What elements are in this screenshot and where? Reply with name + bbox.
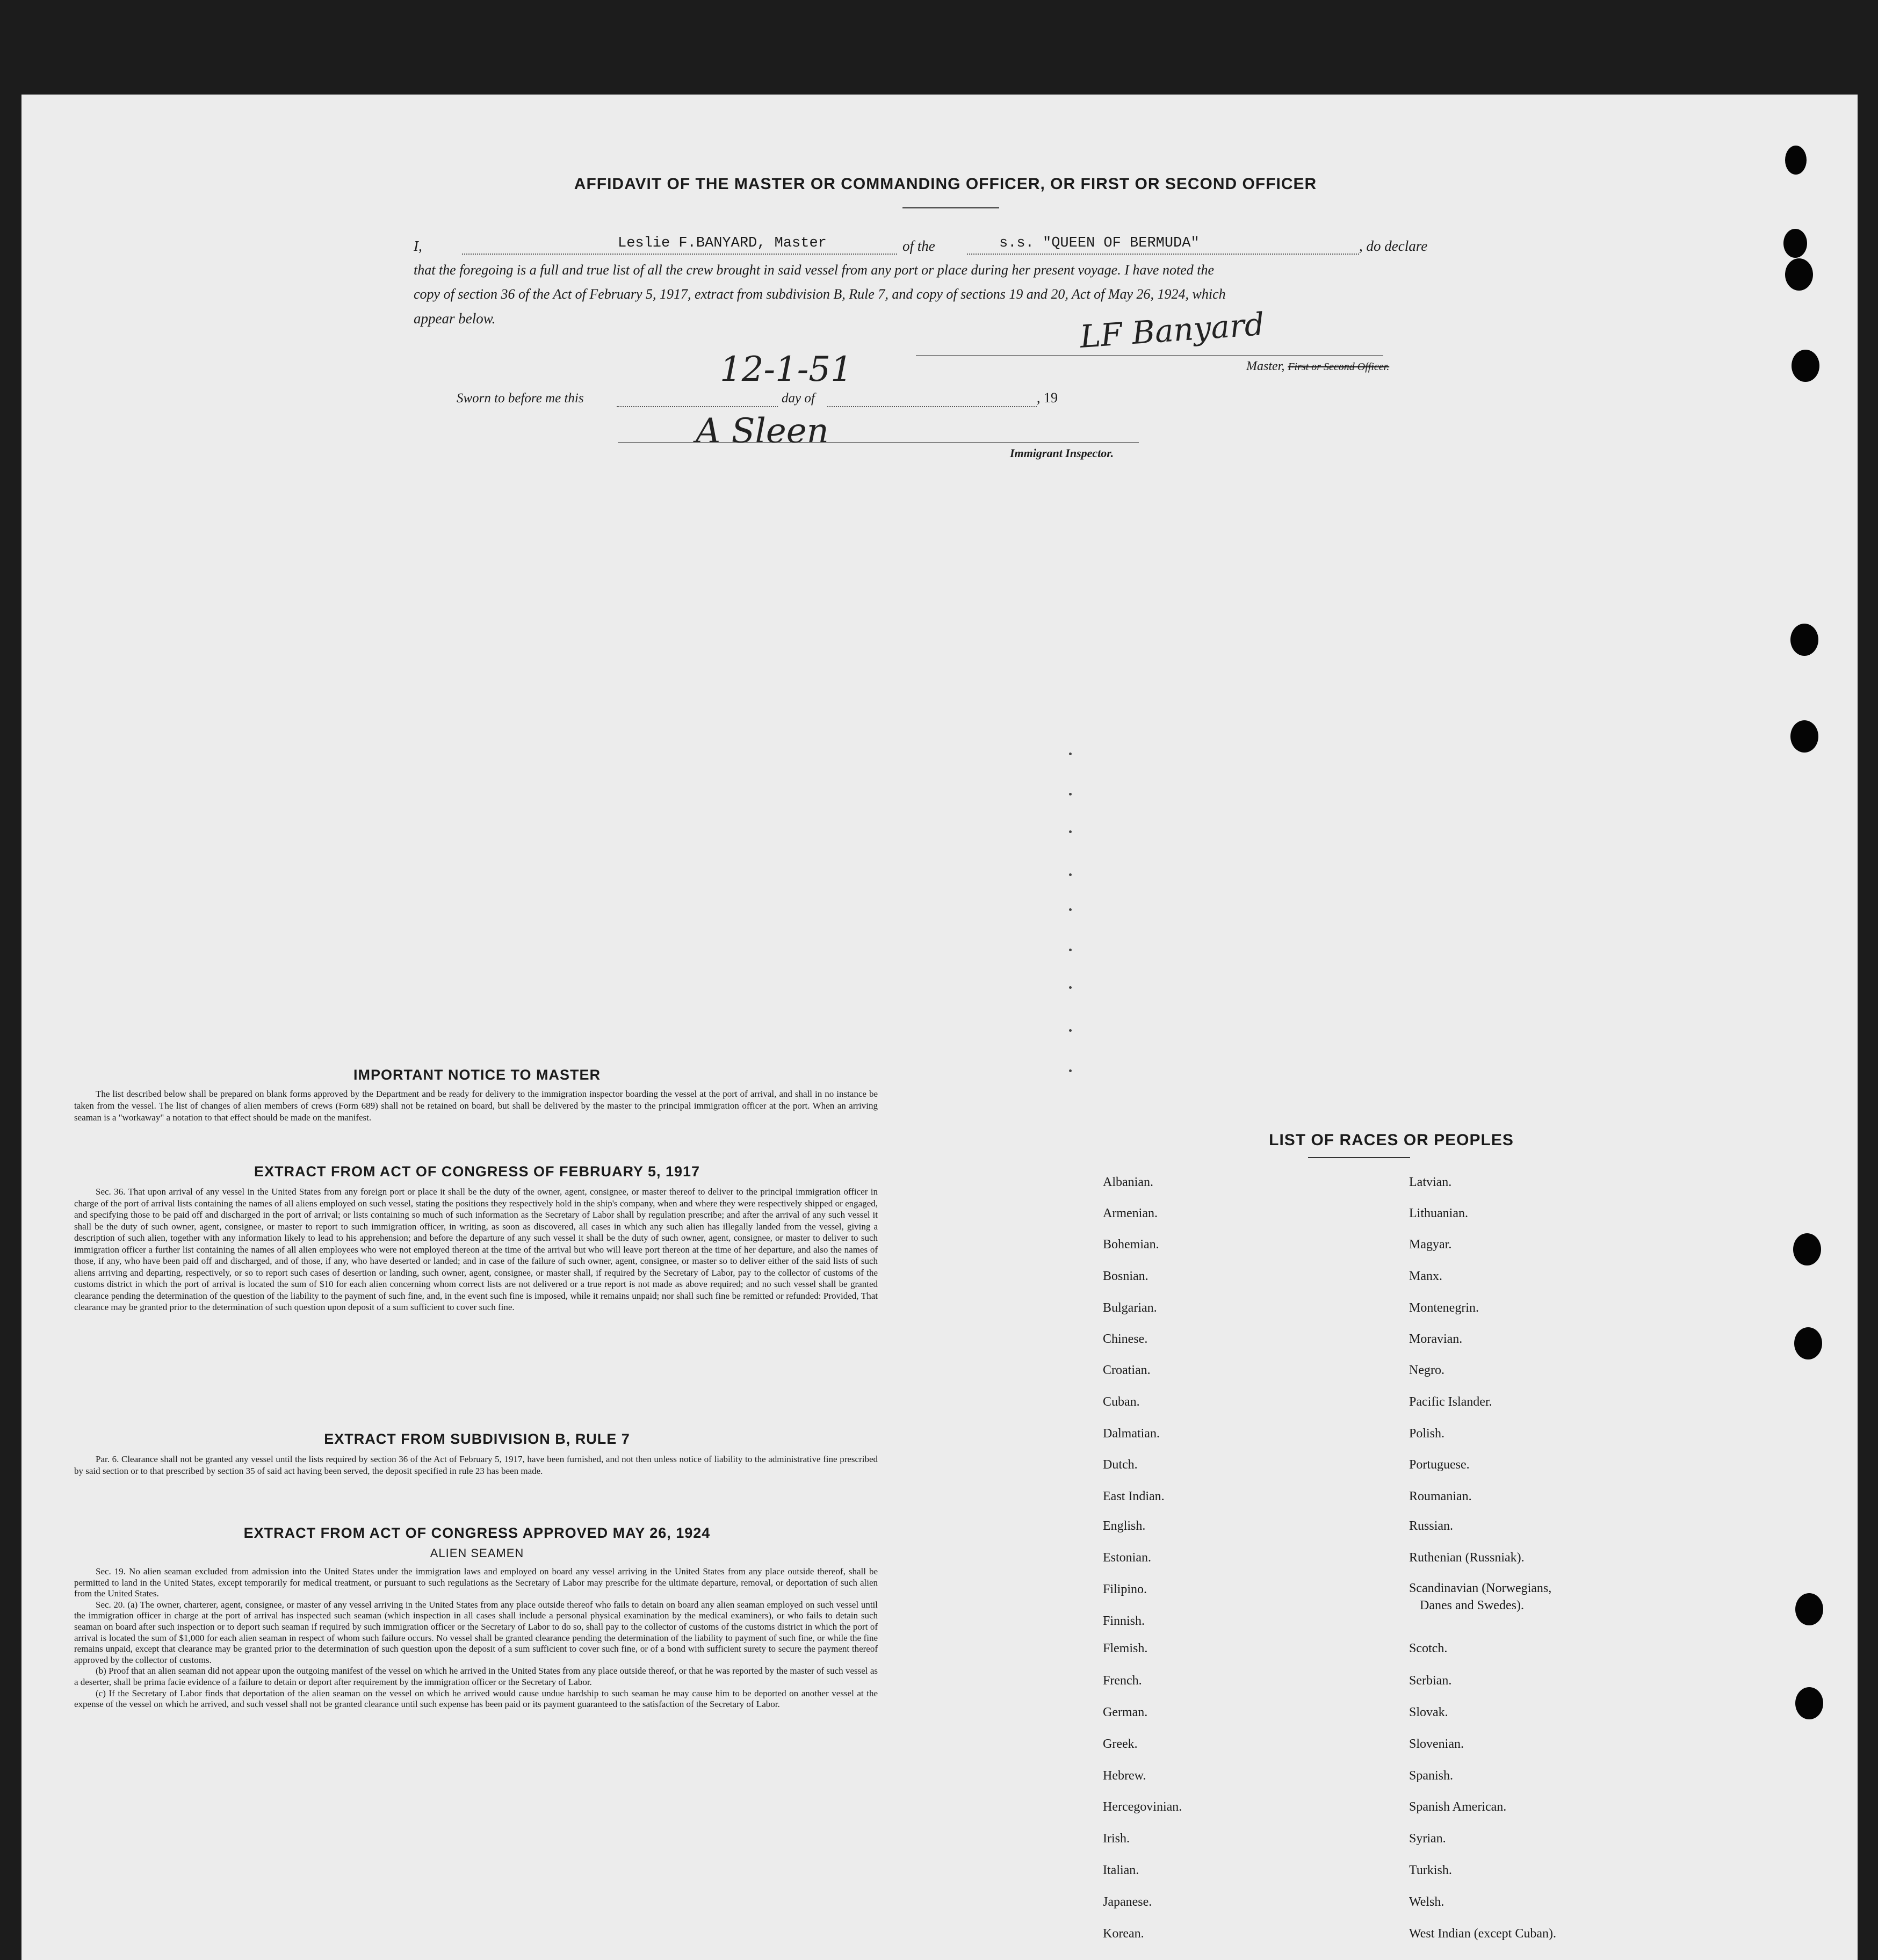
race-item: Italian. [1103,1863,1139,1877]
race-item: Negro. [1409,1363,1444,1377]
rule-7-text [74,1453,878,1477]
race-item: Roumanian. [1409,1489,1472,1503]
master-caption-struck: First or Second Officer. [1288,361,1390,373]
month-line [827,406,1037,407]
rule-7-paragraph: Par. 6. Clearance shall not be granted any vessel until the lists required by section 36 of the Act of February 5, 1917, have been furnished, and not then unless notice of liability to the administrative fine prescribed by said section or to that prescribed by section 35 of said act having been served, the deposit specified in rule 23 has been made. [74,1454,878,1476]
race-item: Greek. [1103,1737,1138,1751]
declaration-prefix: I, [414,238,422,254]
punch-hole [1783,229,1807,258]
race-item: Bohemian. [1103,1238,1159,1252]
vessel-name: s.s. "QUEEN OF BERMUDA" [999,235,1200,251]
races-title: LIST OF RACES OR PEOPLES [1269,1131,1514,1149]
punch-hole [1790,720,1818,753]
day-of-label: day of [782,391,815,406]
race-item: Finnish. [1103,1614,1145,1628]
race-item: English. [1103,1519,1146,1533]
race-item: Hebrew. [1103,1769,1146,1783]
ink-dot [1069,793,1072,795]
ink-dot [1069,908,1072,911]
section-19-paragraph: Sec. 19. No alien seaman excluded from admission into the United States under the immigration laws and employed on board any vessel arriving in the United States from any place outside thereof, shall be permitted to land in the United States, except temporarily for medical treatment, or pursuant to such regulations as the Secretary of Labor may prescribe for the ultimate departure, removal, or deportation of such alien from the United States. [74,1566,878,1599]
act-1924-subtitle: ALIEN SEAMEN [430,1546,524,1560]
race-item: Magyar. [1409,1238,1452,1252]
punch-hole [1785,258,1813,291]
affidavit-title: AFFIDAVIT OF THE MASTER OR COMMANDING OFFICER, OR FIRST OR SECOND OFFICER [574,175,1317,193]
races-title-divider [1308,1157,1410,1158]
race-item: Japanese. [1103,1895,1152,1909]
race-item: French. [1103,1674,1142,1688]
race-item: Slovak. [1409,1705,1448,1719]
ink-dot [1069,986,1072,989]
race-item: Estonian. [1103,1551,1151,1565]
sworn-date: 12-1-51 [720,350,853,389]
punch-hole [1795,1593,1823,1625]
punch-hole [1792,350,1819,382]
of-the-label: of the [902,238,935,254]
sworn-label: Sworn to before me this [457,391,584,406]
ink-dot [1069,753,1072,755]
act-1924-text [74,1566,878,1710]
race-item: Spanish. [1409,1769,1454,1783]
race-item: Danes and Swedes). [1420,1599,1524,1612]
master-signature-line [916,355,1383,356]
punch-hole [1790,624,1818,656]
race-item: Chinese. [1103,1332,1148,1346]
race-item: Scandinavian (Norwegians, [1409,1581,1552,1595]
ink-dot [1069,1069,1072,1072]
declaration-line-3: copy of section 36 of the Act of February 5, 1917, extract from subdivision B, Rule 7, and copy of sections 19 and 20, Act of May 26, 1924, which [414,286,1226,302]
race-item: Korean. [1103,1927,1144,1941]
punch-hole [1785,146,1807,175]
ink-dot [1069,949,1072,951]
race-item: Lithuanian. [1409,1206,1468,1220]
race-item: Scotch. [1409,1641,1448,1655]
ink-dot [1069,873,1072,876]
race-item: Filipino. [1103,1582,1147,1596]
notice-text [74,1088,878,1124]
section-20b-paragraph: (b) Proof that an alien seaman did not appear upon the outgoing manifest of the vessel on which he arrived in the United States from any place outside thereof, or that he was reported by the master of such vessel as a deserter, shall be prima facie evidence of a failure to detain or deport after requirement by the immigration officer or the Secretary of Labor. [74,1666,878,1687]
race-item: Dutch. [1103,1458,1138,1472]
race-item: Moravian. [1409,1332,1463,1346]
act-1917-text [74,1186,878,1313]
race-item: Syrian. [1409,1832,1446,1846]
sworn-day-line [617,406,778,407]
race-item: West Indian (except Cuban). [1409,1927,1556,1941]
race-item: Armenian. [1103,1206,1158,1220]
race-item: Turkish. [1409,1863,1452,1877]
race-item: Ruthenian (Russniak). [1409,1551,1525,1565]
master-caption [1246,359,1389,374]
document-page [21,95,1858,1960]
race-item: Spanish American. [1409,1800,1507,1814]
race-item: Bosnian. [1103,1269,1149,1283]
master-caption-prefix: Master, [1246,359,1285,373]
race-item: Serbian. [1409,1674,1452,1688]
declaration-line-4: appear below. [414,310,496,327]
inspector-caption: Immigrant Inspector. [1010,446,1114,460]
act-1917-title: EXTRACT FROM ACT OF CONGRESS OF FEBRUARY 5, 1917 [254,1163,700,1180]
race-item: Portuguese. [1409,1458,1470,1472]
race-item: Pacific Islander. [1409,1395,1492,1409]
race-item: Cuban. [1103,1395,1140,1409]
race-item: Flemish. [1103,1641,1148,1655]
race-item: Dalmatian. [1103,1427,1160,1441]
race-item: Latvian. [1409,1175,1452,1189]
section-20a-paragraph: Sec. 20. (a) The owner, charterer, agent, consignee, or master of any vessel arriving in the United States from any place outside thereof who fails to detain on board any alien seaman employed on such vessel until the immigration officer in charge at the port of arrival has inspected such seaman (which inspection in all cases shall include a personal physical examination by the medical examiners), or who fails to detain such seaman on board after such inspection or to deport such seaman if required by such immigration officer or the Secretary of Labor to do so, shall pay to the collector of customs of the customs district in which the port of arrival is located the sum of $1,000 for each alien seaman in respect of whom such failure occurs. No vessel shall be granted clearance pending the determination of the liability to payment of such fine, or while the fine remains unpaid, except that clearance may be granted prior to the determination of such question upon the deposit of a sum sufficient to cover such fine, or of a bond with sufficient surety to secure the payment thereof approved by the collector of customs. [74,1599,878,1665]
race-item: Hercegovinian. [1103,1800,1182,1814]
inspector-signature: A Sleen [696,411,829,451]
ink-dot [1069,1029,1072,1032]
race-item: Irish. [1103,1832,1130,1846]
ink-dot [1069,830,1072,833]
inspector-signature-line [618,442,1139,443]
punch-hole [1793,1233,1821,1265]
act-1917-paragraph: Sec. 36. That upon arrival of any vessel in the United States from any foreign port or place it shall be the duty of the owner, agent, consignee, or master thereof to deliver to the principal immigration officer in charge of the port of arrival lists containing the names of all aliens employed on such vessel, stating the positions they respectively hold in the ship's company, when and where they were respectively shipped or engaged, and specifying those to be paid off and discharged in the port of arrival; or lists containing so much of such information as the Secretary of Labor shall by regulation prescribe; and after the arrival of any such vessel it shall be the duty of such owner, agent, consignee, or master to report to such immigration officer, in writing, as soon as discovered, all cases in which any such alien has illegally landed from the vessel, giving a description of such alien, together with any information likely to lead to his apprehension; and before the departure of any such vessel it shall be the duty of such owner, agent, consignee, or master to deliver to such immigration officer a further list containing the names of all alien employees who were not employed thereon at the time of the arrival but who will leave port thereon at the time of her departure, and also the names of those, if any, who have been paid off and discharged, and of those, if any, who have deserted or landed; and in case of the failure of such owner, agent, consignee, or master so to deliver either of the said lists of such aliens arriving and departing, respectively, or so to report such cases of desertion or landing, such owner, agent, consignee, or master shall, if required by the Secretary of Labor, pay to the collector of customs of the customs district in which the port of arrival is located the sum of $10 for each alien concerning whom correct lists are not delivered or a true report is not made as above required; and no such vessel shall be granted clearance pending the determination of the question of the liability to the payment of such fine, and, in the event such fine is imposed, while it remains unpaid; nor shall such fine be remitted or refunded: Provided, That clearance may be granted prior to the determination of such question upon deposit of a sum sufficient to cover such fine. [74,1187,878,1312]
section-20c-paragraph: (c) If the Secretary of Labor finds that deportation of the alien seaman on the vessel on which he arrived would cause undue hardship to such seaman he may cause him to be deported on another vessel at the expense of the vessel on which he arrived, and such vessel shall not be granted clearance until such expense has been paid or its payment guaranteed to the satisfaction of the Secretary of Labor. [74,1688,878,1710]
do-declare-label: , do declare [1359,238,1428,254]
race-item: Manx. [1409,1269,1442,1283]
race-item: Slovenian. [1409,1737,1464,1751]
race-item: Montenegrin. [1409,1301,1479,1315]
race-item: Welsh. [1409,1895,1444,1909]
race-item: German. [1103,1705,1148,1719]
title-divider [902,207,999,208]
race-item: Polish. [1409,1427,1445,1441]
act-1924-title: EXTRACT FROM ACT OF CONGRESS APPROVED MAY 26, 1924 [243,1525,711,1541]
race-item: Croatian. [1103,1363,1151,1377]
master-signature: LF Banyard [1079,306,1266,355]
race-item: Bulgarian. [1103,1301,1157,1315]
master-name: Leslie F.BANYARD, Master [618,235,827,251]
notice-paragraph: The list described below shall be prepared on blank forms approved by the Department and be ready for delivery to the immigration inspector boarding the vessel at the port of arrival, and shall in no instance be taken from the vessel. The list of changes of alien members of crews (Form 689) shall not be retained on board, but shall be delivered by the master to the principal immigration officer at the port. When an arriving seaman is a "workaway" a notation to that effect should be made on the manifest. [74,1089,878,1123]
notice-title: IMPORTANT NOTICE TO MASTER [353,1067,601,1083]
race-item: Russian. [1409,1519,1454,1533]
declaration-line-2: that the foregoing is a full and true list of all the crew brought in said vessel from any port or place during her present voyage. I have noted the [414,262,1214,278]
rule-7-title: EXTRACT FROM SUBDIVISION B, RULE 7 [324,1431,630,1447]
punch-hole [1794,1327,1822,1359]
race-item: Albanian. [1103,1175,1153,1189]
year-prefix: , 19 [1037,390,1058,406]
race-item: East Indian. [1103,1489,1165,1503]
punch-hole [1795,1687,1823,1719]
